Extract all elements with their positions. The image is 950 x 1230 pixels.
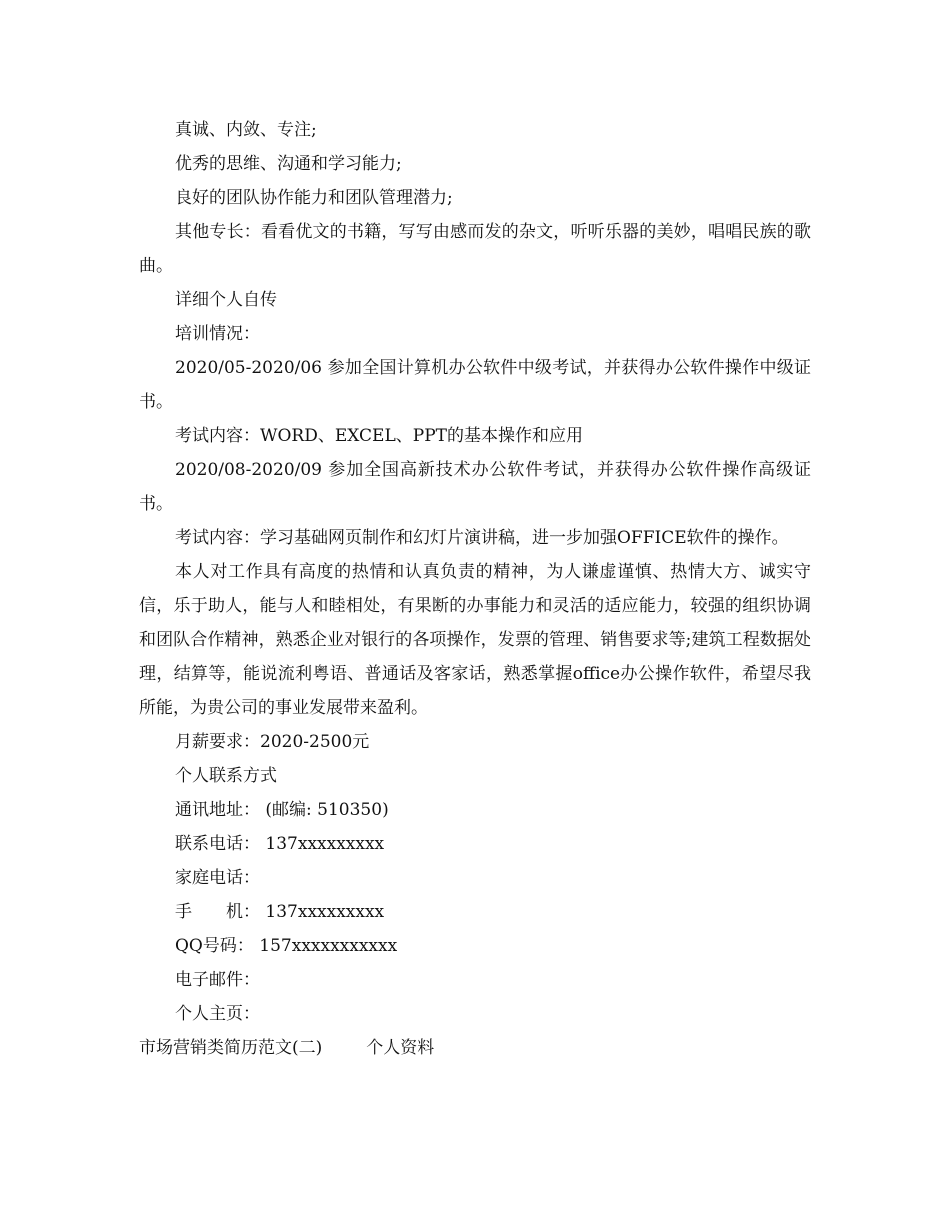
strength-line-2: 优秀的思维、沟通和学习能力; [175,154,402,174]
email: 电子邮件： [175,970,260,990]
self-introduction-paragraph: 本人对工作具有高度的热情和认真负责的精神，为人谦虚谨慎、热情大方、诚实守信，乐于助人，能与人和睦相处，有果断的办事能力和灵活的适应能力，较强的组织协调和团队合作精神，熟悉企业对银行的各项操作，发票的管理、销售要求等;建筑工程数据处理，结算等，能说流利粤语、普通话及客家话，熟悉掌握office办公操作软件，希望尽我所能，为贵公司的事业发展带来盈利。 [139,562,811,718]
qq-number: QQ号码： 157xxxxxxxxxxx [175,936,398,956]
salary-requirement: 月薪要求：2020-2500元 [175,732,370,752]
strength-line-1: 真诚、内敛、专注; [175,120,317,140]
section-heading-line [139,1031,811,1065]
resume-sample-title: 市场营销类简历范文(二) [139,1038,323,1058]
home-phone: 家庭电话： [175,868,260,888]
contact-heading: 个人联系方式 [175,766,277,786]
other-skills-paragraph: 其他专长：看看优文的书籍，写写由感而发的杂文，听听乐器的美妙，唱唱民族的歌曲。 [139,222,811,276]
training-entry-1: 2020/05-2020/06 参加全国计算机办公软件中级考试，并获得办公软件操作中级证书。 [139,358,811,412]
contact-address: 通讯地址： (邮编: 510350) [175,800,389,820]
training-heading: 培训情况： [175,324,260,344]
exam-content-1: 考试内容：WORD、EXCEL、PPT的基本操作和应用 [175,426,583,446]
personal-info-subheading: 个人资料 [366,1038,435,1058]
exam-content-2: 考试内容：学习基础网页制作和幻灯片演讲稿，进一步加强OFFICE软件的操作。 [175,528,789,548]
contact-phone: 联系电话： 137xxxxxxxxx [175,834,385,854]
training-entry-2: 2020/08-2020/09 参加全国高新技术办公软件考试，并获得办公软件操作高级证书。 [139,460,811,514]
strength-line-3: 良好的团队协作能力和团队管理潜力; [175,188,453,208]
document-body [139,113,811,1065]
homepage: 个人主页： [175,1004,260,1024]
mobile-phone: 手 机： 137xxxxxxxxx [175,902,385,922]
autobiography-heading: 详细个人自传 [175,290,277,310]
